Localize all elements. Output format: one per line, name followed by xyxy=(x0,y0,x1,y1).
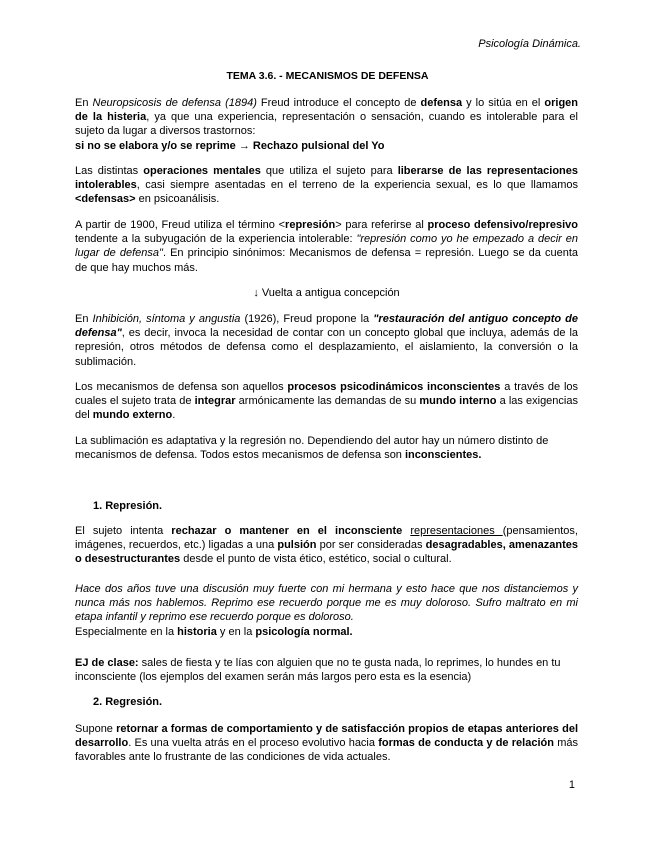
running-header: Psicología Dinámica. xyxy=(478,38,581,50)
paragraph-sublimacion: La sublimación es adaptativa y la regresión no. Dependiendo del autor hay un número distinto de mecanismos de defensa. Todos estos mecanismos de defensa son inconscientes. xyxy=(75,435,549,462)
page-title: TEMA 3.6. - MECANISMOS DE DEFENSA xyxy=(226,70,429,82)
paragraph-intro: En Neuropsicosis de defensa (1894) Freud introduce el concepto de defensa y lo sitúa en el origen de la histeria, ya que una experiencia, representación o sensación, cuando es intolerable para el sujeto da lugar a diversos trastornos: si no se elabora y/o se reprime → Rechazo pulsional del Yo xyxy=(75,97,579,152)
section-heading-represion: 1. Represión. xyxy=(93,500,163,512)
paragraph-operaciones: Las distintas operaciones mentales que utiliza el sujeto para liberarse de las representaciones intolerables, casi siempre asentadas en el terreno de la experiencia sexual, es lo que llamamos <defensas> en psicoanálisis. xyxy=(75,165,579,206)
paragraph-inhibicion: En Inhibición, síntoma y angustia (1926), Freud propone la "restauración del antiguo concepto de defensa", es decir, invoca la necesidad de contar con un concepto global que incluya, además de la represión, otros métodos de defensa como el desplazamiento, el aislamiento, la conversión o la sublimación. xyxy=(75,313,578,368)
paragraph-represion-1900: A partir de 1900, Freud utiliza el término <represión> para referirse al proceso defensivo/represivo tendente a la subyugación de la experiencia intolerable: "represión como yo he empezado a decir en lugar de defensa". En principio sinónimos: Mecanismos de defensa = represión. Luego se da cuenta de que hay muchos más. xyxy=(75,219,579,274)
paragraph-represion: El sujeto intenta rechazar o mantener en el inconsciente representaciones (pensamientos, imágenes, recuerdos, etc.) ligadas a una pulsión por ser consideradas desagradables, amenazantes o desestructurantes desde el punto de vista ético, estético, social o cultural. xyxy=(75,525,579,566)
arrow-note: ↓ Vuelta a antigua concepción xyxy=(253,287,400,299)
key-statement: si no se elabora y/o se reprime → Rechazo pulsional del Yo xyxy=(75,139,385,152)
section-heading-regresion: 2. Regresión. xyxy=(93,696,163,708)
page-number: 1 xyxy=(568,779,575,791)
paragraph-ejemplos: Hace dos años tuve una discusión muy fuerte con mi hermana y esto hace que nos distanciemos y nunca más nos hablemos. Reprimo ese recuerdo porque me es muy doloroso. Sufro maltrato en mi etapa infantil y reprimo ese recuerdo porque es doloroso. Especialmente en la historia y en la psicología normal. xyxy=(75,583,578,638)
paragraph-ej-clase: EJ de clase: sales de fiesta y te lías con alguien que no te gusta nada, lo reprimes, lo hundes en tu inconsciente (los ejemplos del examen serán más largos pero esta es la esencia) xyxy=(75,657,561,684)
paragraph-definicion: Los mecanismos de defensa son aquellos procesos psicodinámicos inconscientes a través de los cuales el sujeto trata de integrar armónicamente las demandas de su mundo interno a las exigencias del mundo externo. xyxy=(75,381,579,422)
paragraph-regresion: Supone retornar a formas de comportamiento y de satisfacción propios de etapas anteriores del desarrollo. Es una vuelta atrás en el proceso evolutivo hacia formas de conducta y de relación más favorables ante lo frustrante de las condiciones de vida actuales. xyxy=(75,723,578,764)
